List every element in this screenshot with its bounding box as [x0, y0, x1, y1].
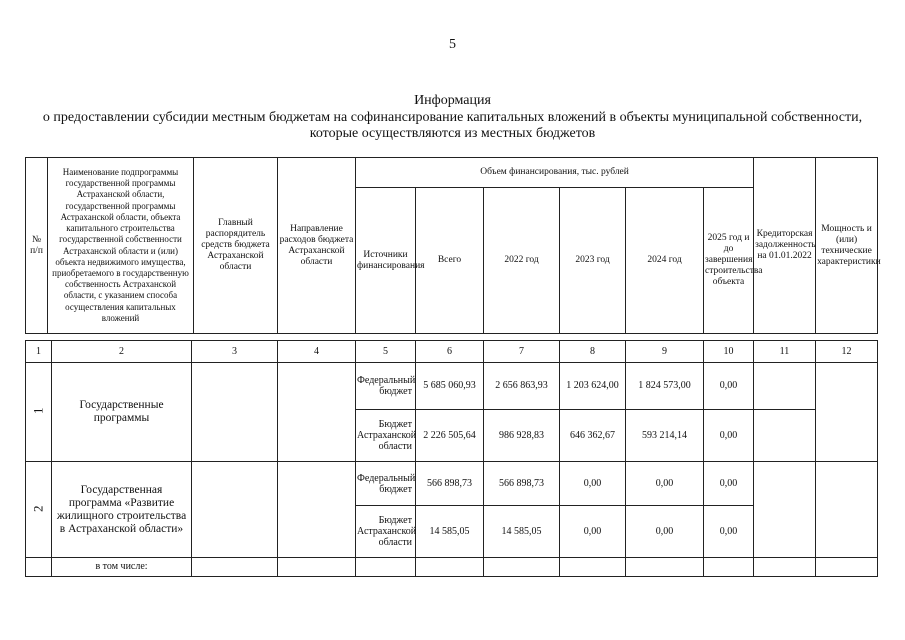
row-number: 2	[26, 462, 52, 558]
col-number: 3	[192, 341, 278, 363]
row-name: Государственные программы	[52, 363, 192, 462]
row-credit	[754, 462, 816, 558]
row-total: 14 585,05	[416, 506, 484, 558]
page-number: 5	[449, 37, 456, 52]
row-2022: 566 898,73	[484, 462, 560, 506]
col-number: 9	[626, 341, 704, 363]
row-credit	[754, 410, 816, 462]
row-direction	[278, 462, 356, 558]
row-total: 5 685 060,93	[416, 363, 484, 410]
row-2022: 2 656 863,93	[484, 363, 560, 410]
row-capacity	[816, 462, 878, 558]
row-2025: 0,00	[704, 462, 754, 506]
row-2022: 986 928,83	[484, 410, 560, 462]
col-number: 5	[356, 341, 416, 363]
table-row	[26, 558, 878, 577]
header-volume: Объем финансирования, тыс. рублей	[356, 158, 754, 188]
table-row	[26, 462, 878, 506]
col-number: 11	[754, 341, 816, 363]
row-direction	[278, 363, 356, 462]
col-number: 2	[52, 341, 192, 363]
row-2024: 593 214,14	[626, 410, 704, 462]
header-capacity: Мощность и (или) технические характеристики	[816, 158, 878, 334]
header-name: Наименование подпрограммы государственной программы Астраханской области, государственной программы Астраханской области, объекта капитального строительства государственной собственности Астраханской области и (или) объекта недвижимого имущества, приобретаемого в государственную собственность Астраханской области, с указанием способа осуществления капитальных вложений	[48, 158, 194, 334]
row-2023: 0,00	[560, 506, 626, 558]
row-source: Бюджет Астраханской области	[356, 410, 416, 462]
header-2025: 2025 год и до завершения строительства объекта	[704, 188, 754, 334]
row-name: Государственная программа «Развитие жилищного строительства в Астраханской области»	[52, 462, 192, 558]
header-sources: Источники финансирования	[356, 188, 416, 334]
document-subtitle-line1: о предоставлении субсидии местным бюджетам на софинансирование капитальных вложений в объекты муниципальной собственности,	[42, 110, 863, 125]
col-number: 4	[278, 341, 356, 363]
col-number: 8	[560, 341, 626, 363]
row-2025: 0,00	[704, 506, 754, 558]
col-number: 12	[816, 341, 878, 363]
row-source: Федеральный бюджет	[356, 462, 416, 506]
row-number	[26, 558, 52, 577]
row-2023: 646 362,67	[560, 410, 626, 462]
header-total: Всего	[416, 188, 484, 334]
row-2025: 0,00	[704, 410, 754, 462]
row-2025: 0,00	[704, 363, 754, 410]
row-2024: 1 824 573,00	[626, 363, 704, 410]
data-table	[25, 340, 878, 577]
col-number: 7	[484, 341, 560, 363]
header-num: № п/п	[26, 158, 48, 334]
header-2024: 2024 год	[626, 188, 704, 334]
row-total: 566 898,73	[416, 462, 484, 506]
table-row	[26, 363, 878, 410]
column-number-row	[26, 341, 878, 363]
document-subtitle-line2: которые осуществляются из местных бюджетов	[309, 126, 596, 141]
row-number: 1	[26, 363, 52, 462]
document-title: Информация	[414, 93, 491, 108]
row-2023: 1 203 624,00	[560, 363, 626, 410]
row-total: 2 226 505,64	[416, 410, 484, 462]
col-number: 1	[26, 341, 52, 363]
table-header	[25, 157, 881, 334]
row-2022: 14 585,05	[484, 506, 560, 558]
row-2024: 0,00	[626, 462, 704, 506]
header-chief: Главный распорядитель средств бюджета Астраханской области	[194, 158, 278, 334]
header-2023: 2023 год	[560, 188, 626, 334]
row-capacity	[816, 363, 878, 462]
header-direction: Направление расходов бюджета Астраханской области	[278, 158, 356, 334]
row-2023: 0,00	[560, 462, 626, 506]
row-2024: 0,00	[626, 506, 704, 558]
row-source: Бюджет Астраханской области	[356, 506, 416, 558]
col-number: 6	[416, 341, 484, 363]
including-label: в том числе:	[52, 558, 192, 577]
row-chief	[192, 363, 278, 462]
row-source: Федеральный бюджет	[356, 363, 416, 410]
header-2022: 2022 год	[484, 188, 560, 334]
col-number: 10	[704, 341, 754, 363]
row-credit	[754, 363, 816, 410]
header-credit: Кредиторская задолженность на 01.01.2022	[754, 158, 816, 334]
row-chief	[192, 462, 278, 558]
